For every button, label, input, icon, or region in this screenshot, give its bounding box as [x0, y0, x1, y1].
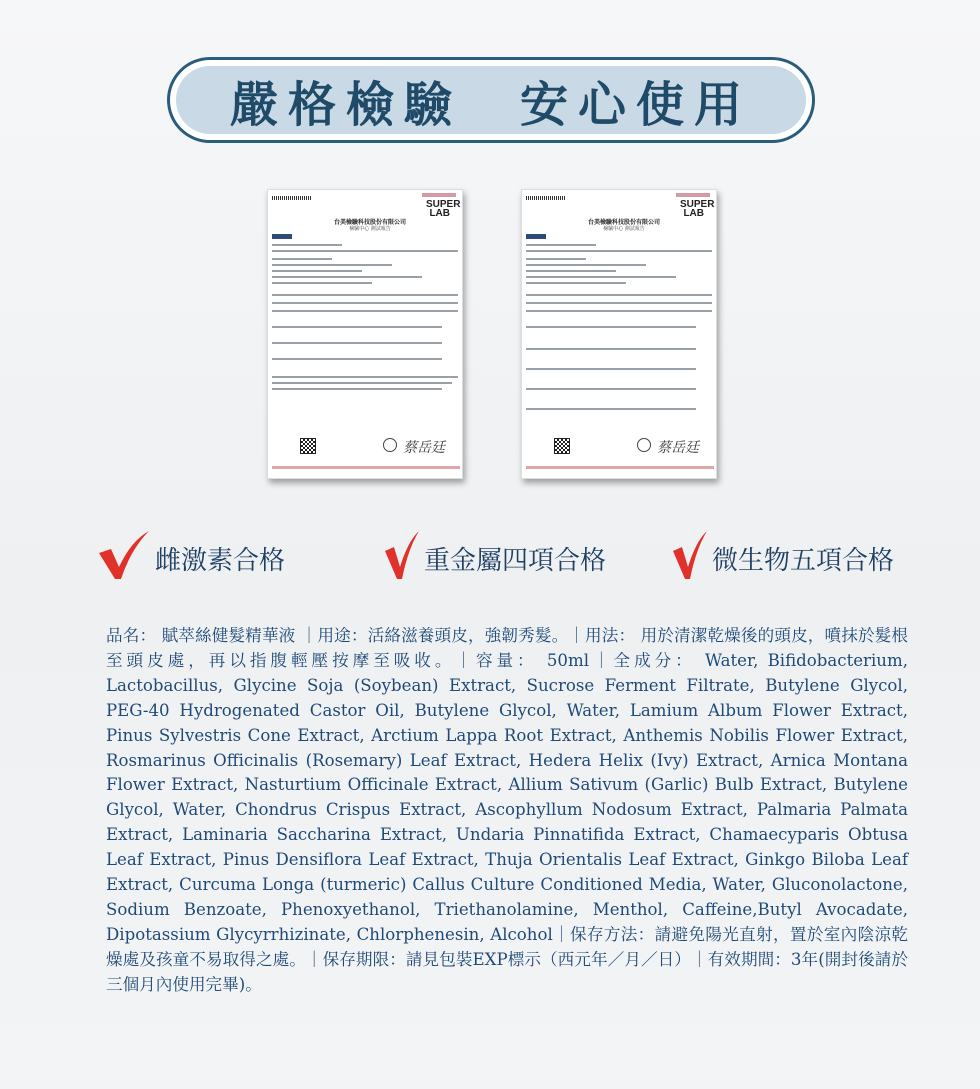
- lab-logo: SUPER LAB: [426, 199, 461, 219]
- text-line: [272, 358, 442, 360]
- report-department: 檢驗中心 測試報告: [603, 226, 645, 232]
- text-line: [272, 376, 458, 378]
- signature: 蔡岳廷: [657, 440, 699, 456]
- text-line: [526, 244, 596, 246]
- text-line: [272, 270, 362, 272]
- text-line: [272, 282, 372, 284]
- text-line: [526, 348, 696, 350]
- text-line: [272, 244, 342, 246]
- text-line: [272, 388, 442, 390]
- text-line: [272, 342, 442, 344]
- text-line: [272, 294, 458, 296]
- text-line: [526, 302, 712, 304]
- header-banner-inner: [176, 66, 806, 134]
- lab-logo: SUPER LAB: [680, 199, 715, 219]
- certification-seal: [637, 438, 651, 452]
- text-line: [526, 264, 646, 266]
- text-line: [526, 258, 586, 260]
- text-line: [526, 326, 696, 328]
- text-line: [272, 326, 442, 328]
- test-report-image: [267, 189, 463, 479]
- checkmark-icon: [672, 527, 708, 581]
- page-title: 嚴格檢驗 安心使用: [229, 76, 752, 133]
- logo-bar: [676, 193, 710, 197]
- report-footer: [272, 466, 460, 469]
- qr-code: [300, 438, 316, 454]
- product-description: 品名： 賦萃絲健髮精華液 ｜用途：活絡滋養頭皮，強韌秀髮。｜用法： 用於清潔乾燥後的頭皮，噴抹於髮根至頭皮處，再以指腹輕壓按摩至吸收。｜容量： 50ml｜全成分： Water, Bifidobacterium, Lactobacillus, Glycine Soja (Soybean) Extract, Sucrose Ferment Filtrate, Butylene Glycol, PEG-40 Hydrogenated Castor Oil, Butylene Glycol, Water, Lamium Album Flower Extract, Pinus Sylvestris Cone Extract, Arctium Lappa Root Extract, Anthemis Nobilis Flower Extract, Rosmarinus Officinalis (Rosemary) Leaf Extract, Hedera Helix (Ivy) Extract, Arnica Montana Flower Extract, Nasturtium Officinale Extract, Allium Sativum (Garlic) Bulb Extract, Butylene Glycol, Water, Chondrus Crispus Extract, Ascophyllum Nodosum Extract, Palmaria Palmata Extract, Laminaria Saccharina Extract, Undaria Pinnatifida Extract, Chamaecyparis Obtusa Leaf Extract, Pinus Densiflora Leaf Extract, Thuja Orientalis Leaf Extract, Ginkgo Biloba Leaf Extract, Curcuma Longa (turmeric) Callus Culture Conditioned Media, Water, Gluconolactone, Sodium Benzoate, Phenoxyethanol, Triethanolamine, Menthol, Caffeine,Butyl Avocadate, Dipotassium Glycyrrhizinate, Chlorphenesin, Alcohol｜保存方法：請避免陽光直射，置於室內陰涼乾燥處及孩童不易取得之處。｜保存期限：請見包裝EXP標示（西元年／月／日）｜有效期間：3年(開封後請於三個月內使用完畢)。: [106, 626, 908, 994]
- text-line: [272, 264, 392, 266]
- report-company: 台美檢驗科技股份有限公司: [587, 219, 660, 226]
- check-item: [97, 527, 285, 581]
- report-company: 台美檢驗科技股份有限公司: [333, 219, 406, 226]
- check-item: [384, 527, 606, 581]
- check-item: [672, 527, 894, 581]
- checkmark-icon: [384, 527, 420, 581]
- check-label: 微生物五項合格: [712, 546, 895, 576]
- report-footer: [526, 466, 714, 469]
- text-line: [272, 302, 458, 304]
- barcode: [272, 196, 312, 200]
- text-line: [526, 294, 712, 296]
- test-report-image: [521, 189, 717, 479]
- barcode: [526, 196, 566, 200]
- text-line: [272, 276, 422, 278]
- report-tag: [272, 234, 292, 239]
- text-line: [526, 368, 696, 370]
- report-department: 檢驗中心 測試報告: [349, 226, 391, 232]
- text-line: [272, 258, 332, 260]
- checkmark-icon: [97, 527, 151, 581]
- text-line: [526, 310, 712, 312]
- text-line: [526, 270, 616, 272]
- certification-seal: [383, 438, 397, 452]
- qr-code: [554, 438, 570, 454]
- check-label: 雌激素合格: [155, 546, 286, 576]
- logo-bar: [422, 193, 456, 197]
- text-line: [526, 408, 696, 410]
- header-banner: [167, 57, 815, 143]
- signature: 蔡岳廷: [403, 440, 445, 456]
- text-line: [526, 250, 712, 252]
- text-line: [272, 250, 458, 252]
- check-label: 重金屬四項合格: [424, 546, 607, 576]
- text-line: [526, 388, 696, 390]
- text-line: [526, 276, 676, 278]
- text-line: [272, 310, 458, 312]
- text-line: [526, 282, 626, 284]
- text-line: [272, 382, 452, 384]
- certification-checks: [0, 527, 980, 589]
- report-tag: [526, 234, 546, 239]
